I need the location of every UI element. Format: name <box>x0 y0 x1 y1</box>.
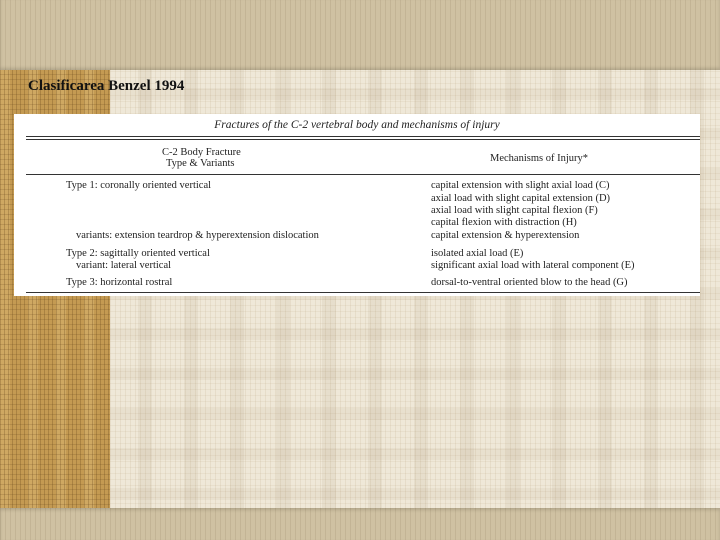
header-left-line1: C-2 Body Fracture <box>162 147 241 158</box>
header-right: Mechanisms of Injury* <box>490 153 588 164</box>
right-row-7: significant axial load with lateral component (E) <box>431 260 635 271</box>
table-rule-top <box>26 136 700 137</box>
bottom-band <box>0 508 720 540</box>
left-row-variant1: variants: extension teardrop & hyperextension dislocation <box>76 230 319 241</box>
slide-title: Clasificarea Benzel 1994 <box>28 78 185 94</box>
right-row-2: axial load with slight capital extension (D) <box>431 193 611 204</box>
header-left <box>162 147 241 169</box>
top-band <box>0 0 720 70</box>
right-row-8: dorsal-to-ventral oriented blow to the head (G) <box>431 277 628 288</box>
header-left-line2: Type & Variants <box>166 158 235 169</box>
table-rule-bottom <box>26 292 700 293</box>
table-rule-top-double <box>26 139 700 140</box>
table-caption: Fractures of the C-2 vertebral body and mechanisms of injury <box>214 119 500 131</box>
right-row-3: axial load with slight capital flexion (F) <box>431 205 598 216</box>
right-row-6: isolated axial load (E) <box>431 248 524 259</box>
left-row-type3: Type 3: horizontal rostral <box>66 277 173 288</box>
left-row-type1: Type 1: coronally oriented vertical <box>66 180 212 191</box>
right-row-5: capital extension & hyperextension <box>431 230 580 241</box>
left-row-variant2: variant: lateral vertical <box>76 260 172 271</box>
table-rule-header <box>26 174 700 175</box>
right-row-1: capital extension with slight axial load (C) <box>431 180 610 191</box>
left-row-type2: Type 2: sagittally oriented vertical <box>66 248 210 259</box>
right-row-4: capital flexion with distraction (H) <box>431 217 577 228</box>
table-image <box>14 114 700 296</box>
